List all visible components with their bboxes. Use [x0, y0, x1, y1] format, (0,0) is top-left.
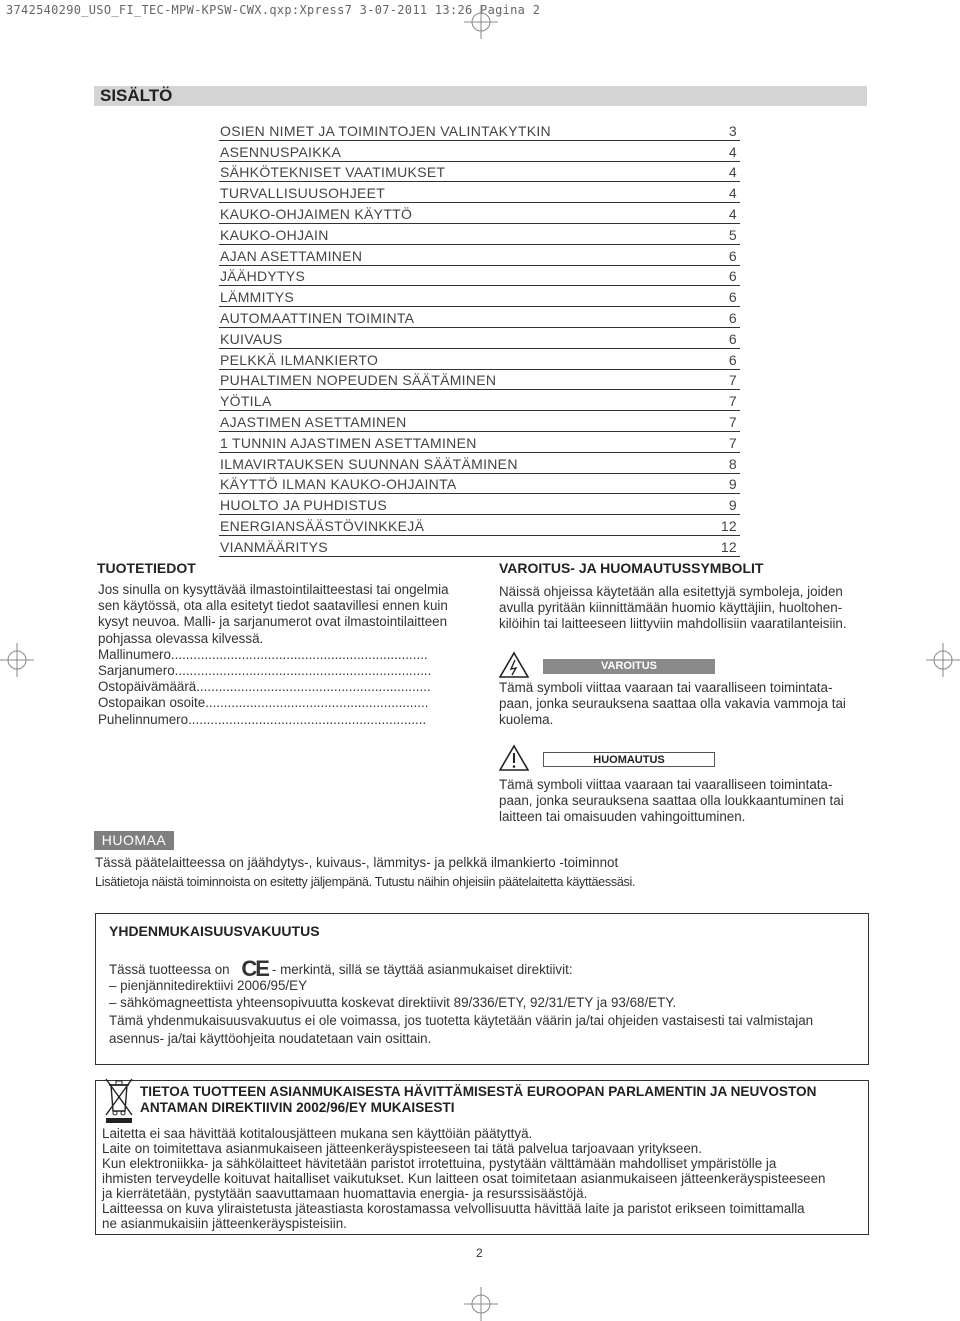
toc-entry	[219, 390, 740, 411]
toc-entry-title: PUHALTIMEN NOPEUDEN SÄÄTÄMINEN	[220, 372, 497, 389]
toc-entry	[219, 203, 740, 224]
toc-entry-title: SÄHKÖTEKNISET VAATIMUKSET	[220, 164, 446, 181]
symbols-intro-line: Näissä ohjeissa käytetään alla esitettyjä symboleja, joiden	[499, 584, 843, 599]
toc-entry-page: 6	[728, 247, 737, 264]
disposal-text	[102, 1126, 826, 1231]
conformity-paragraph-2: asennus- ja/tai käyttöohjeita noudatetaan vain osittain.	[109, 1031, 432, 1046]
phone-number-field: Puhelinnumero................................................................	[98, 711, 427, 727]
disposal-line: Laite on toimitettava asianmukaiseen jätteenkeräyspisteeseen tai tätä palvelua tarjoavaan yritykseen.	[102, 1141, 702, 1156]
caution-text-line: Tämä symboli viittaa vaaraan tai vaaralliseen toimintata-	[499, 777, 833, 792]
toc-header-bar	[94, 86, 867, 106]
ce-mark-icon: CE	[241, 956, 268, 981]
conformity-box	[95, 913, 869, 1065]
product-info-line: kysyt neuvoa. Malli- ja sarjanumerot ovat ilmastointilaitteen	[98, 614, 448, 630]
toc-entry-title: KAUKO-OHJAIMEN KÄYTTÖ	[220, 205, 413, 222]
table-of-contents	[219, 120, 740, 557]
toc-entry	[219, 474, 740, 495]
conformity-item-2: – sähkömagneettista yhteensopivuutta koskevat direktiivit 89/336/ETY, 92/31/ETY ja 93/68/ETY.	[109, 995, 677, 1010]
toc-entry-page: 9	[728, 476, 737, 493]
page-number: 2	[476, 1246, 483, 1260]
toc-title: SISÄLTÖ	[100, 86, 173, 105]
toc-entry-page: 7	[728, 413, 737, 430]
registration-crosshair-icon	[464, 1287, 498, 1321]
toc-entry-title: AJASTIMEN ASETTAMINEN	[220, 413, 407, 430]
toc-entry-title: ENERGIANSÄÄSTÖVINKKEJÄ	[220, 517, 425, 534]
toc-entry-page: 6	[728, 309, 737, 326]
disposal-line: Kun elektroniikka- ja sähkölaitteet hävitetään paristot irrotettuina, pystytään välttämään mahdolliset ympäristölle ja	[102, 1156, 777, 1171]
conformity-title: YHDENMUKAISUUSVAKUUTUS	[109, 923, 320, 939]
model-number-field: Mallinumero.....................................................................	[98, 646, 428, 662]
toc-entry-title: TURVALLISUUSOHJEET	[220, 185, 386, 202]
symbols-intro-line: avulla pyritään kiinnittämään huomio käyttäjiin, huoltohen-	[499, 600, 843, 616]
product-info-line: sen käytössä, ota alla esitetyt tiedot saatavillesi ennen kuin	[98, 598, 448, 614]
toc-entry	[219, 182, 740, 203]
toc-entry-title: JÄÄHDYTYS	[220, 268, 306, 285]
toc-entry	[219, 120, 740, 141]
toc-entry-title: KUIVAUS	[220, 330, 283, 347]
serial-number-field: Sarjanumero.....................................................................	[98, 663, 432, 679]
toc-entry-title: KÄYTTÖ ILMAN KAUKO-OHJAINTA	[220, 476, 457, 493]
toc-entry-title: KAUKO-OHJAIN	[220, 226, 329, 243]
disposal-box	[95, 1080, 869, 1235]
disposal-line: ja kierrätetään, pystytään saavuttamaan huomattavia energia- ja resurssisäästöjä.	[102, 1186, 588, 1201]
disposal-title-1: TIETOA TUOTTEEN ASIANMUKAISESTA HÄVITTÄMISESTÄ EUROOPAN PARLAMENTIN JA NEUVOSTON	[140, 1084, 817, 1099]
caution-text	[499, 777, 879, 826]
toc-entry	[219, 411, 740, 432]
conformity-paragraph-1: Tämä yhdenmukaisuusvakuutus ei ole voimassa, jos tuotetta käytetään väärin ja/tai ohjeiden vastaisesti tai valmistajan	[109, 1013, 814, 1028]
toc-entry	[219, 494, 740, 515]
toc-entry-page: 6	[728, 289, 737, 306]
toc-entry-page: 6	[728, 268, 737, 285]
toc-entry-title: VIANMÄÄRITYS	[220, 538, 328, 555]
conformity-line-1-after: - merkintä, sillä se täyttää asianmukaiset direktiivit:	[271, 962, 573, 977]
toc-entry	[219, 307, 740, 328]
symbols-intro	[499, 584, 879, 633]
toc-entry-page: 7	[728, 434, 737, 451]
toc-entry-page: 4	[728, 143, 737, 160]
toc-entry-page: 12	[720, 538, 737, 555]
toc-entry-page: 7	[728, 372, 737, 389]
registration-crosshair-icon	[926, 643, 960, 677]
conformity-item-1: – pienjännitedirektiivi 2006/95/EY	[109, 978, 308, 993]
product-info-line: Jos sinulla on kysyttävää ilmastointilaitteestasi tai ongelmia	[98, 582, 449, 597]
toc-entry-title: AUTOMAATTINEN TOIMINTA	[220, 309, 415, 326]
purchase-date-field: Ostopäivämäärä...............................................................	[98, 679, 431, 695]
disposal-line: ihmisten terveydelle koituvat haitalliset vaikutukset. Kun laitteen osat toimitetaan asianmukaiseen jätteenkeräyspisteeseen	[102, 1171, 826, 1186]
registration-crosshair-icon	[464, 5, 498, 39]
toc-entry-title: AJAN ASETTAMINEN	[220, 247, 363, 264]
toc-entry-page: 8	[728, 455, 737, 472]
toc-entry	[219, 349, 740, 370]
toc-entry-page: 7	[728, 393, 737, 410]
toc-entry-page: 4	[728, 164, 737, 181]
disposal-title-2: ANTAMAN DIREKTIIVIN 2002/96/EY MUKAISESTI	[140, 1100, 455, 1115]
product-info-text	[98, 582, 478, 728]
toc-entry-title: PELKKÄ ILMANKIERTO	[220, 351, 379, 368]
toc-entry	[219, 432, 740, 453]
caution-text-line: laitteen tai omaisuuden vahingoittuminen.	[499, 809, 746, 825]
note-line-2: Lisätietoja näistä toiminnoista on esitetty jäljempänä. Tutustu näihin ohjeisiin päätelaitetta käyttäessäsi.	[95, 875, 636, 889]
toc-entry-page: 12	[720, 517, 737, 534]
toc-entry-title: OSIEN NIMET JA TOIMINTOJEN VALINTAKYTKIN	[220, 122, 551, 139]
toc-entry-title: HUOLTO JA PUHDISTUS	[220, 497, 387, 514]
toc-entry-title: LÄMMITYS	[220, 289, 294, 306]
disposal-line: Laitteessa on kuva yliraistetusta jäteastiasta korostamassa velvollisuutta hävittää laite ja paristot erikseen toimittamalla	[102, 1201, 805, 1216]
toc-entry	[219, 141, 740, 162]
crossed-bin-icon	[102, 1073, 136, 1130]
toc-entry-page: 6	[728, 351, 737, 368]
caution-exclamation-icon	[499, 744, 529, 777]
registration-crosshair-icon	[0, 643, 34, 677]
note-line-1: Tässä päätelaitteessa on jäähdytys-, kuivaus-, lämmitys- ja pelkkä ilmankierto -toiminnot	[95, 855, 619, 870]
product-info-title: TUOTETIEDOT	[97, 560, 196, 576]
toc-entry	[219, 286, 740, 307]
toc-entry-page: 6	[728, 330, 737, 347]
conformity-line-1-before: Tässä tuotteessa on	[109, 962, 230, 977]
symbols-intro-line: kilöihin tai laitteeseen liittyviin mahdollisiin vaaratilanteisiin.	[499, 616, 847, 632]
toc-entry-page: 9	[728, 497, 737, 514]
toc-entry	[219, 266, 740, 287]
purchase-address-field: Ostopaikan osoite............................................................	[98, 695, 429, 711]
disposal-line: ne asianmukaisiin jätteenkeräyspisteisiin.	[102, 1216, 347, 1231]
warning-text-line: paan, jonka seurauksena saattaa olla vakavia vammoja tai	[499, 696, 846, 712]
toc-entry-title: YÖTILA	[220, 393, 272, 410]
toc-entry-page: 4	[728, 185, 737, 202]
toc-entry-page: 4	[728, 205, 737, 222]
warning-text	[499, 680, 879, 729]
warning-text-line: kuolema.	[499, 712, 554, 728]
print-header: 3742540290_USO_FI_TEC-MPW-KPSW-CWX.qxp:Xpress7 3-07-2011 13:26 Pagina 2	[6, 3, 541, 17]
toc-entry	[219, 370, 740, 391]
toc-entry	[219, 536, 740, 557]
toc-entry-title: 1 TUNNIN AJASTIMEN ASETTAMINEN	[220, 434, 477, 451]
warning-label: VAROITUS	[543, 659, 715, 674]
toc-entry-title: ILMAVIRTAUKSEN SUUNNAN SÄÄTÄMINEN	[220, 455, 518, 472]
symbols-title: VAROITUS- JA HUOMAUTUSSYMBOLIT	[499, 560, 764, 576]
toc-entry	[219, 162, 740, 183]
disposal-line: Laitetta ei saa hävittää kotitalousjätteen mukana sen käyttöiän päätyttyä.	[102, 1126, 533, 1141]
toc-entry	[219, 328, 740, 349]
toc-entry	[219, 245, 740, 266]
toc-entry	[219, 515, 740, 536]
caution-text-line: paan, jonka seurauksena saattaa olla loukkaantuminen tai	[499, 793, 844, 809]
product-info-line: pohjassa olevassa kilvessä.	[98, 630, 264, 646]
note-label: HUOMAA	[94, 831, 174, 850]
toc-entry-page: 3	[728, 122, 737, 139]
conformity-line-1	[109, 956, 573, 981]
caution-label: HUOMAUTUS	[543, 752, 715, 767]
toc-entry-page: 5	[728, 226, 737, 243]
toc-entry-title: ASENNUSPAIKKA	[220, 143, 342, 160]
toc-entry	[219, 224, 740, 245]
toc-entry	[219, 453, 740, 474]
warning-text-line: Tämä symboli viittaa vaaraan tai vaaralliseen toimintata-	[499, 680, 833, 695]
